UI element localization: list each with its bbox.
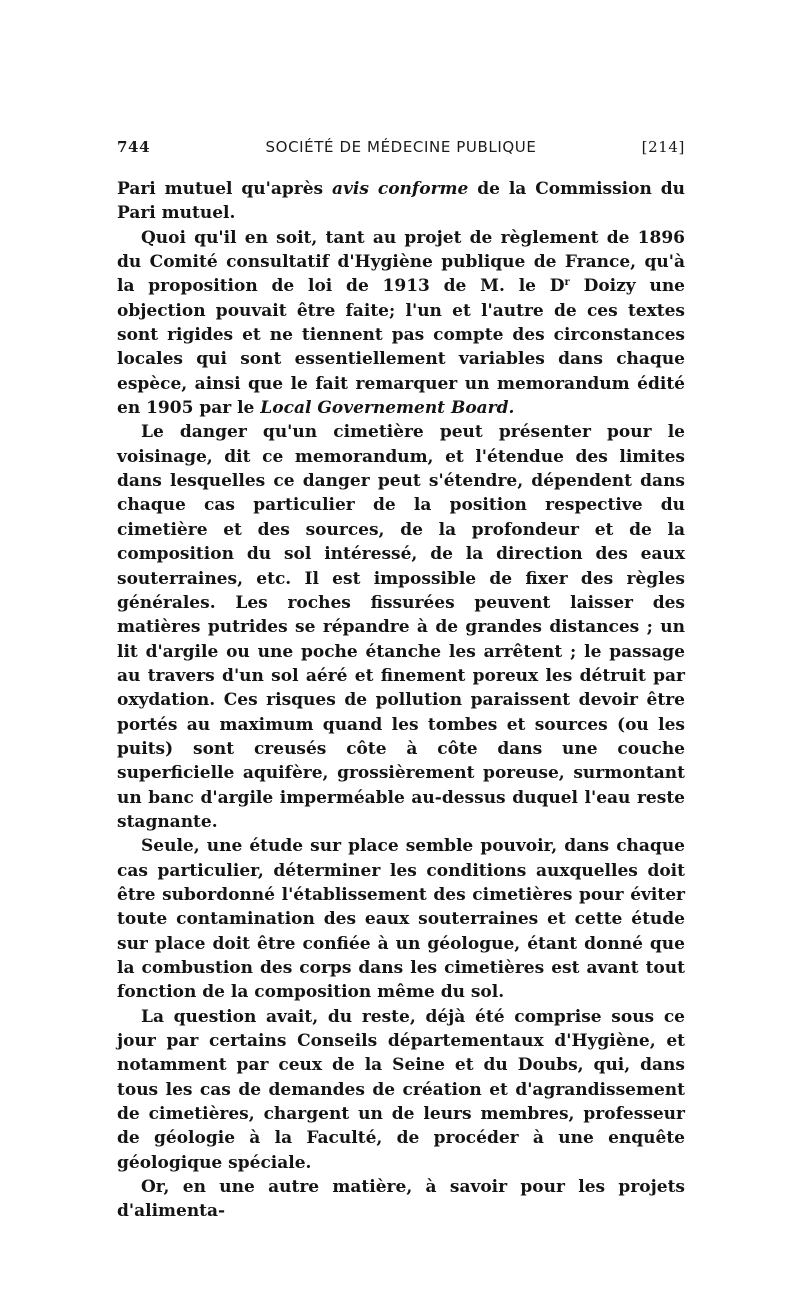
paragraph [117, 226, 685, 421]
paragraph-text: Pari mutuel qu'après [117, 179, 333, 199]
running-header [117, 138, 685, 166]
paragraph-continues: Or, en une autre matière, à savoir pour les projets d'alimenta- [117, 1177, 685, 1222]
paragraph: Le danger qu'un cimetière peut présenter pour le voisinage, dit ce memorandum, et l'étendue des limites dans lesquelles ce danger peut s'étendre, dépendent dans chaque cas particulier de la position respective du cimetière et des sources, de la profondeur et de la composition du sol intéressé, de la direction des eaux souterraines, etc. Il est impossible de fixer des règles générales. Les roches fissurées peuvent laisser des matières putrides se répandre à de grandes distances ; un lit d'argile ou une poche étanche les arrêtent ; le passage au travers d'un sol aéré et finement poreux les détruit par oxydation. Ces risques de pollution paraissent devoir être portés au maximum quand les tombes et sources (ou les puits) sont creusés côte à côte dans une couche superficielle aquifère, grossièrement poreuse, surmontant un banc d'argile imperméable au-dessus duquel l'eau reste stagnante. [117, 422, 685, 832]
folio-number: [214] [641, 138, 685, 156]
page-number: 744 [117, 138, 151, 156]
running-title: SOCIÉTÉ DE MÉDECINE PUBLIQUE [265, 138, 537, 156]
italic-title: Local Governement Board. [260, 398, 515, 419]
paragraph-text: de la Commission du Pari mutuel. [117, 179, 685, 224]
paragraph: Seule, une étude sur place semble pouvoir, dans chaque cas particulier, déterminer les conditions auxquelles doit être subordonné l'établissement des cimetières pour éviter toute contamination des eaux souterraines et cette étude sur place doit être confiée à un géologue, étant donné que la combustion des corps dans les cimetières est avant tout fonction de la composition même du sol. [117, 836, 685, 1003]
body-text [117, 177, 685, 1224]
superscript: r [564, 277, 570, 289]
paragraph: La question avait, du reste, déjà été comprise sous ce jour par certains Conseils départementaux d'Hygiène, et notamment par ceux de la Seine et du Doubs, qui, dans tous les cas de demandes de création et d'agrandissement de cimetières, chargent un de leurs membres, professeur de géologie à la Faculté, de procéder à une enquête géologique spéciale. [117, 1006, 685, 1173]
paragraph-continued [117, 177, 685, 226]
paragraph-text: Doizy une objection pouvait être faite; l'un et l'autre de ces textes sont rigides et ne tiennent pas compte des circonstances locales qui sont essentiellement variables dans chaque espèce, ainsi que le fait remarquer un memorandum édité en 1905 par le [117, 276, 685, 419]
italic-phrase: avis conforme [332, 179, 469, 199]
paragraph-text: Quoi qu'il en soit, tant au projet de règlement de 1896 du Comité consultatif d'Hygiène publique de France, qu'à la proposition de loi de 1913 de M. le D [117, 227, 685, 297]
